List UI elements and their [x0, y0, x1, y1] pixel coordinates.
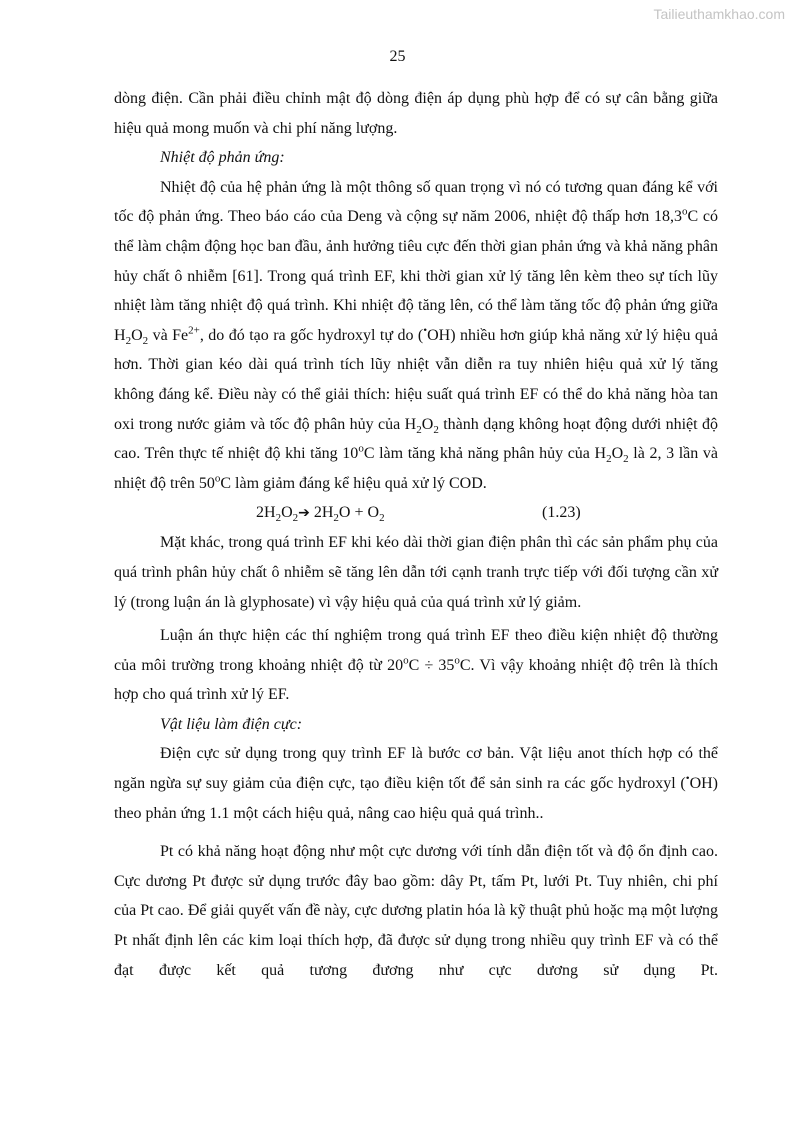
paragraph-platinum-anode: Pt có khả năng hoạt động như một cực dương với tính dẫn điện tốt và độ ổn định cao. Cực dương Pt được sử dụng trước đây bao gồm: dây Pt, tấm Pt, lưới Pt. Tuy nhiên, chi phí của Pt cao. Để giải quyết vấn đề này, cực dương platin hóa là kỹ thuật phủ hoặc mạ một lượng Pt nhất định lên các kim loại thích hợp, đã được sử dụng trong nhiều quy trình EF và có thể đạt được kết quả tương đương như cực dương sử dụng Pt. [114, 843, 718, 979]
document-body [114, 84, 718, 985]
equation-1-23 [114, 498, 718, 528]
paragraph-temperature-effect: Nhiệt độ của hệ phản ứng là một thông số quan trọng vì nó có tương quan đáng kể với tốc độ phản ứng. Theo báo cáo của Deng và cộng sự năm 2006, nhiệt độ thấp hơn 18,3$^o$C có thể làm chậm động học ban đầu, ảnh hưởng tiêu cực đến thời gian phản ứng và khả năng phân hủy chất ô nhiễm [61]. Trong quá trình EF, khi thời gian xử lý tăng lên kèm theo sự tích lũy nhiệt làm tăng nhiệt độ quá trình. Khi nhiệt độ tăng lên, có thể làm tăng tốc độ phản ứng giữa $H_2O_2$ và $Fe^{2+}$, do đó tạo ra gốc hydroxyl tự do (•OH) nhiều hơn giúp khả năng xử lý hiệu quả hơn. Thời gian kéo dài quá trình tích lũy nhiệt vẫn diễn ra tuy nhiên hiệu quả xử lý tăng không đáng kể. Điều này có thể giải thích: hiệu suất quá trình EF có thể do khả năng hòa tan oxi trong nước giảm và tốc độ phân hủy của $H_2O_2$ thành dạng không hoạt động dưới nhiệt độ cao. Trên thực tế nhiệt độ khi tăng 10$^o$C làm tăng khả năng phân hủy của $H_2O_2$ là 2, 3 lần và nhiệt độ trên 50$^o$C làm giảm đáng kể hiệu quả xử lý COD. [114, 178, 719, 492]
equation-body: $2H_2O_2➔$ $2H_2O + O_2$ [256, 504, 385, 525]
equation-number: (1.23) [542, 504, 581, 522]
heading-reaction-temperature: Nhiệt độ phản ứng: [160, 149, 285, 167]
paragraph-byproducts: Mặt khác, trong quá trình EF khi kéo dài thời gian điện phân thì các sản phẩm phụ của quá trình phân hủy chất ô nhiễm sẽ tăng lên dẫn tới cạnh tranh trực tiếp với đối tượng cần xử lý (trong luận án là glyphosate) vì vậy hiệu quả của quá trình xử lý giảm. [114, 534, 718, 611]
paragraph-current-density: dòng điện. Cần phải điều chỉnh mật độ dòng điện áp dụng phù hợp để có sự cân bằng giữa hiệu quả mong muốn và chi phí năng lượng. [114, 90, 718, 137]
page-number: 25 [389, 48, 406, 65]
reaction-arrow-icon: ➔ [298, 505, 310, 522]
paragraph-electrode: Điện cực sử dụng trong quy trình EF là bước cơ bản. Vật liệu anot thích hợp có thể ngăn ngừa sự suy giảm của điện cực, tạo điều kiện tốt để sản sinh ra các gốc hydroxyl (•OH) theo phản ứng 1.1 một cách hiệu quả, nâng cao hiệu quả quá trình.. [114, 745, 718, 822]
heading-electrode-material: Vật liệu làm điện cực: [160, 715, 303, 733]
paragraph-experiment-conditions: Luận án thực hiện các thí nghiệm trong quá trình EF theo điều kiện nhiệt độ thường của môi trường trong khoảng nhiệt độ từ $20^oC \div 35^oC$. Vì vậy khoảng nhiệt độ trên là thích hợp cho quá trình xử lý EF. [114, 627, 719, 704]
watermark: Tailieuthamkhao.com [653, 6, 785, 22]
